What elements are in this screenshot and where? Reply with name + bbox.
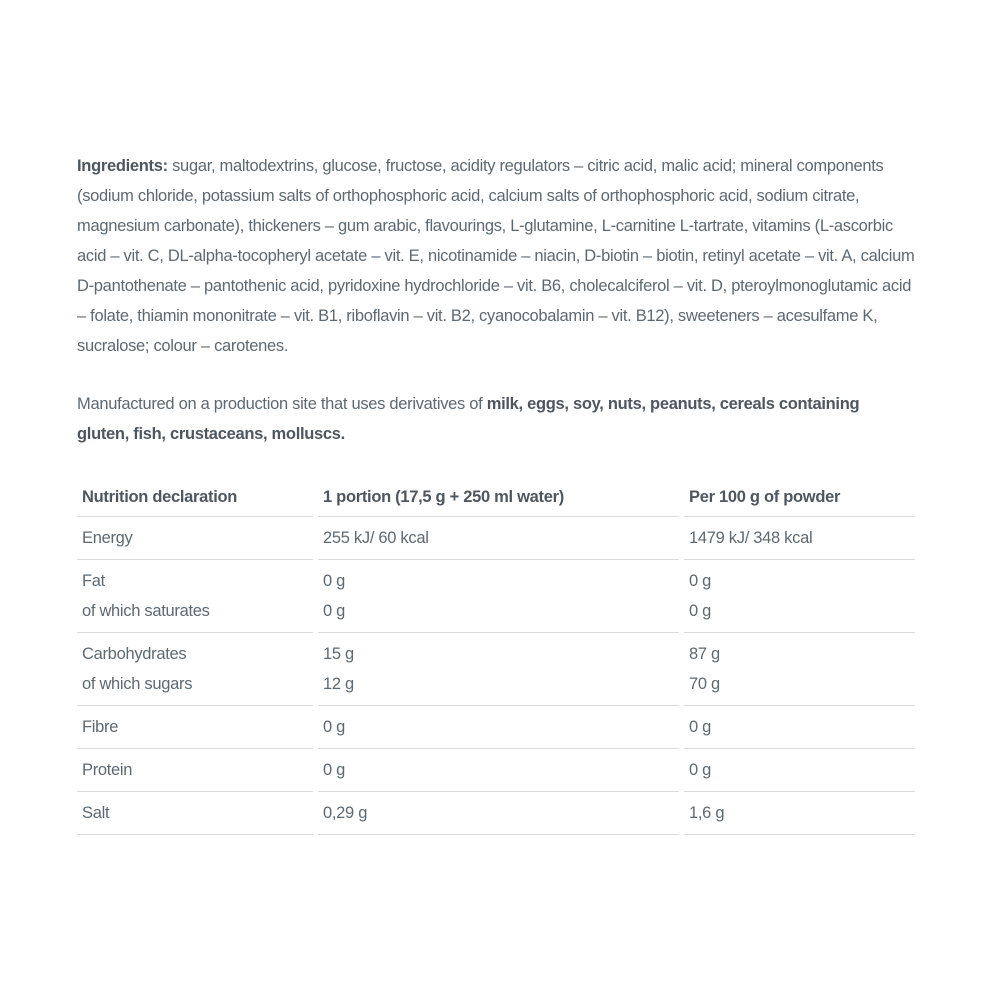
table-cell-per_100g [684, 560, 915, 633]
table-cell-per_100g [684, 517, 915, 560]
table-row [77, 706, 915, 749]
table-cell-portion [318, 706, 679, 749]
table-cell-line: 0 g [323, 572, 346, 590]
table-cell-line: Salt [82, 804, 110, 822]
table-cell-portion [318, 633, 679, 706]
allergen-notice-prefix: Manufactured on a production site that uses derivatives of [77, 395, 487, 413]
table-row [77, 560, 915, 633]
table-cell-line: 70 g [689, 675, 720, 693]
table-cell-line: 12 g [323, 675, 354, 693]
table-cell-label [77, 792, 313, 835]
table-cell-line: 0 g [689, 761, 712, 779]
ingredients-label: Ingredients: [77, 157, 168, 175]
column-header-1-portion: 1 portion (17,5 g + 250 ml water) [318, 478, 679, 517]
table-cell-per_100g [684, 706, 915, 749]
table-cell-portion [318, 792, 679, 835]
ingredients-paragraph [77, 151, 915, 361]
table-cell-label [77, 560, 313, 633]
table-cell-label [77, 633, 313, 706]
table-cell-line: 0 g [323, 718, 346, 736]
table-row [77, 749, 915, 792]
table-cell-label [77, 517, 313, 560]
table-row [77, 792, 915, 835]
table-cell-line: 15 g [323, 645, 354, 663]
table-cell-line: 0 g [323, 602, 346, 620]
table-cell-line: 1479 kJ/ 348 kcal [689, 529, 813, 547]
table-cell-line: 0 g [323, 761, 346, 779]
allergen-notice [77, 389, 915, 449]
ingredients-text: sugar, maltodextrins, glucose, fructose, acidity regulators – citric acid, malic acid; mineral components (sodium chloride, potassium salts of orthophosphoric acid, calcium salts of orthophosphoric acid, sodium citrate, magnesium carbonate), thickeners – gum arabic, flavourings, L-glutamine, L-carnitine L-tartrate, vitamins (L-ascorbic acid – vit. C, DL-alpha-tocopheryl acetate – vit. E, nicotinamide – niacin, D-biotin – biotin, retinyl acetate – vit. A, calcium D-pantothenate – pantothenic acid, pyridoxine hydrochloride – vit. B6, cholecalciferol – vit. D, pteroylmonoglutamic acid – folate, thiamin mononitrate – vit. B1, riboflavin – vit. B2, cyanocobalamin – vit. B12), sweeteners – acesulfame K, sucralose; colour – carotenes. [77, 157, 915, 355]
table-cell-portion [318, 749, 679, 792]
table-cell-line: Fat [82, 572, 105, 590]
allergen-list: milk, eggs, soy, nuts, peanuts, cereals containing gluten, fish, crustaceans, molluscs. [77, 395, 860, 443]
column-header-nutrition-declaration: Nutrition declaration [77, 478, 313, 517]
table-cell-portion [318, 517, 679, 560]
table-row [77, 633, 915, 706]
column-header-per-100g: Per 100 g of powder [684, 478, 915, 517]
table-cell-line: of which sugars [82, 675, 193, 693]
table-cell-line: 0 g [689, 602, 712, 620]
table-cell-line: Carbohydrates [82, 645, 187, 663]
table-cell-line: 87 g [689, 645, 720, 663]
table-cell-line: 0 g [689, 572, 712, 590]
nutrition-table-body [77, 517, 915, 835]
table-cell-label [77, 749, 313, 792]
product-details-page [77, 151, 915, 835]
table-cell-line: Energy [82, 529, 133, 547]
table-cell-per_100g [684, 792, 915, 835]
table-cell-per_100g [684, 633, 915, 706]
nutrition-table [77, 478, 915, 835]
table-cell-line: 1,6 g [689, 804, 725, 822]
table-cell-label [77, 706, 313, 749]
table-cell-line: of which saturates [82, 602, 210, 620]
table-cell-line: 255 kJ/ 60 kcal [323, 529, 429, 547]
table-cell-line: Fibre [82, 718, 119, 736]
table-cell-line: Protein [82, 761, 133, 779]
table-row [77, 517, 915, 560]
nutrition-table-header-row [77, 478, 915, 517]
table-cell-line: 0 g [689, 718, 712, 736]
table-cell-line: 0,29 g [323, 804, 368, 822]
table-cell-portion [318, 560, 679, 633]
table-cell-per_100g [684, 749, 915, 792]
